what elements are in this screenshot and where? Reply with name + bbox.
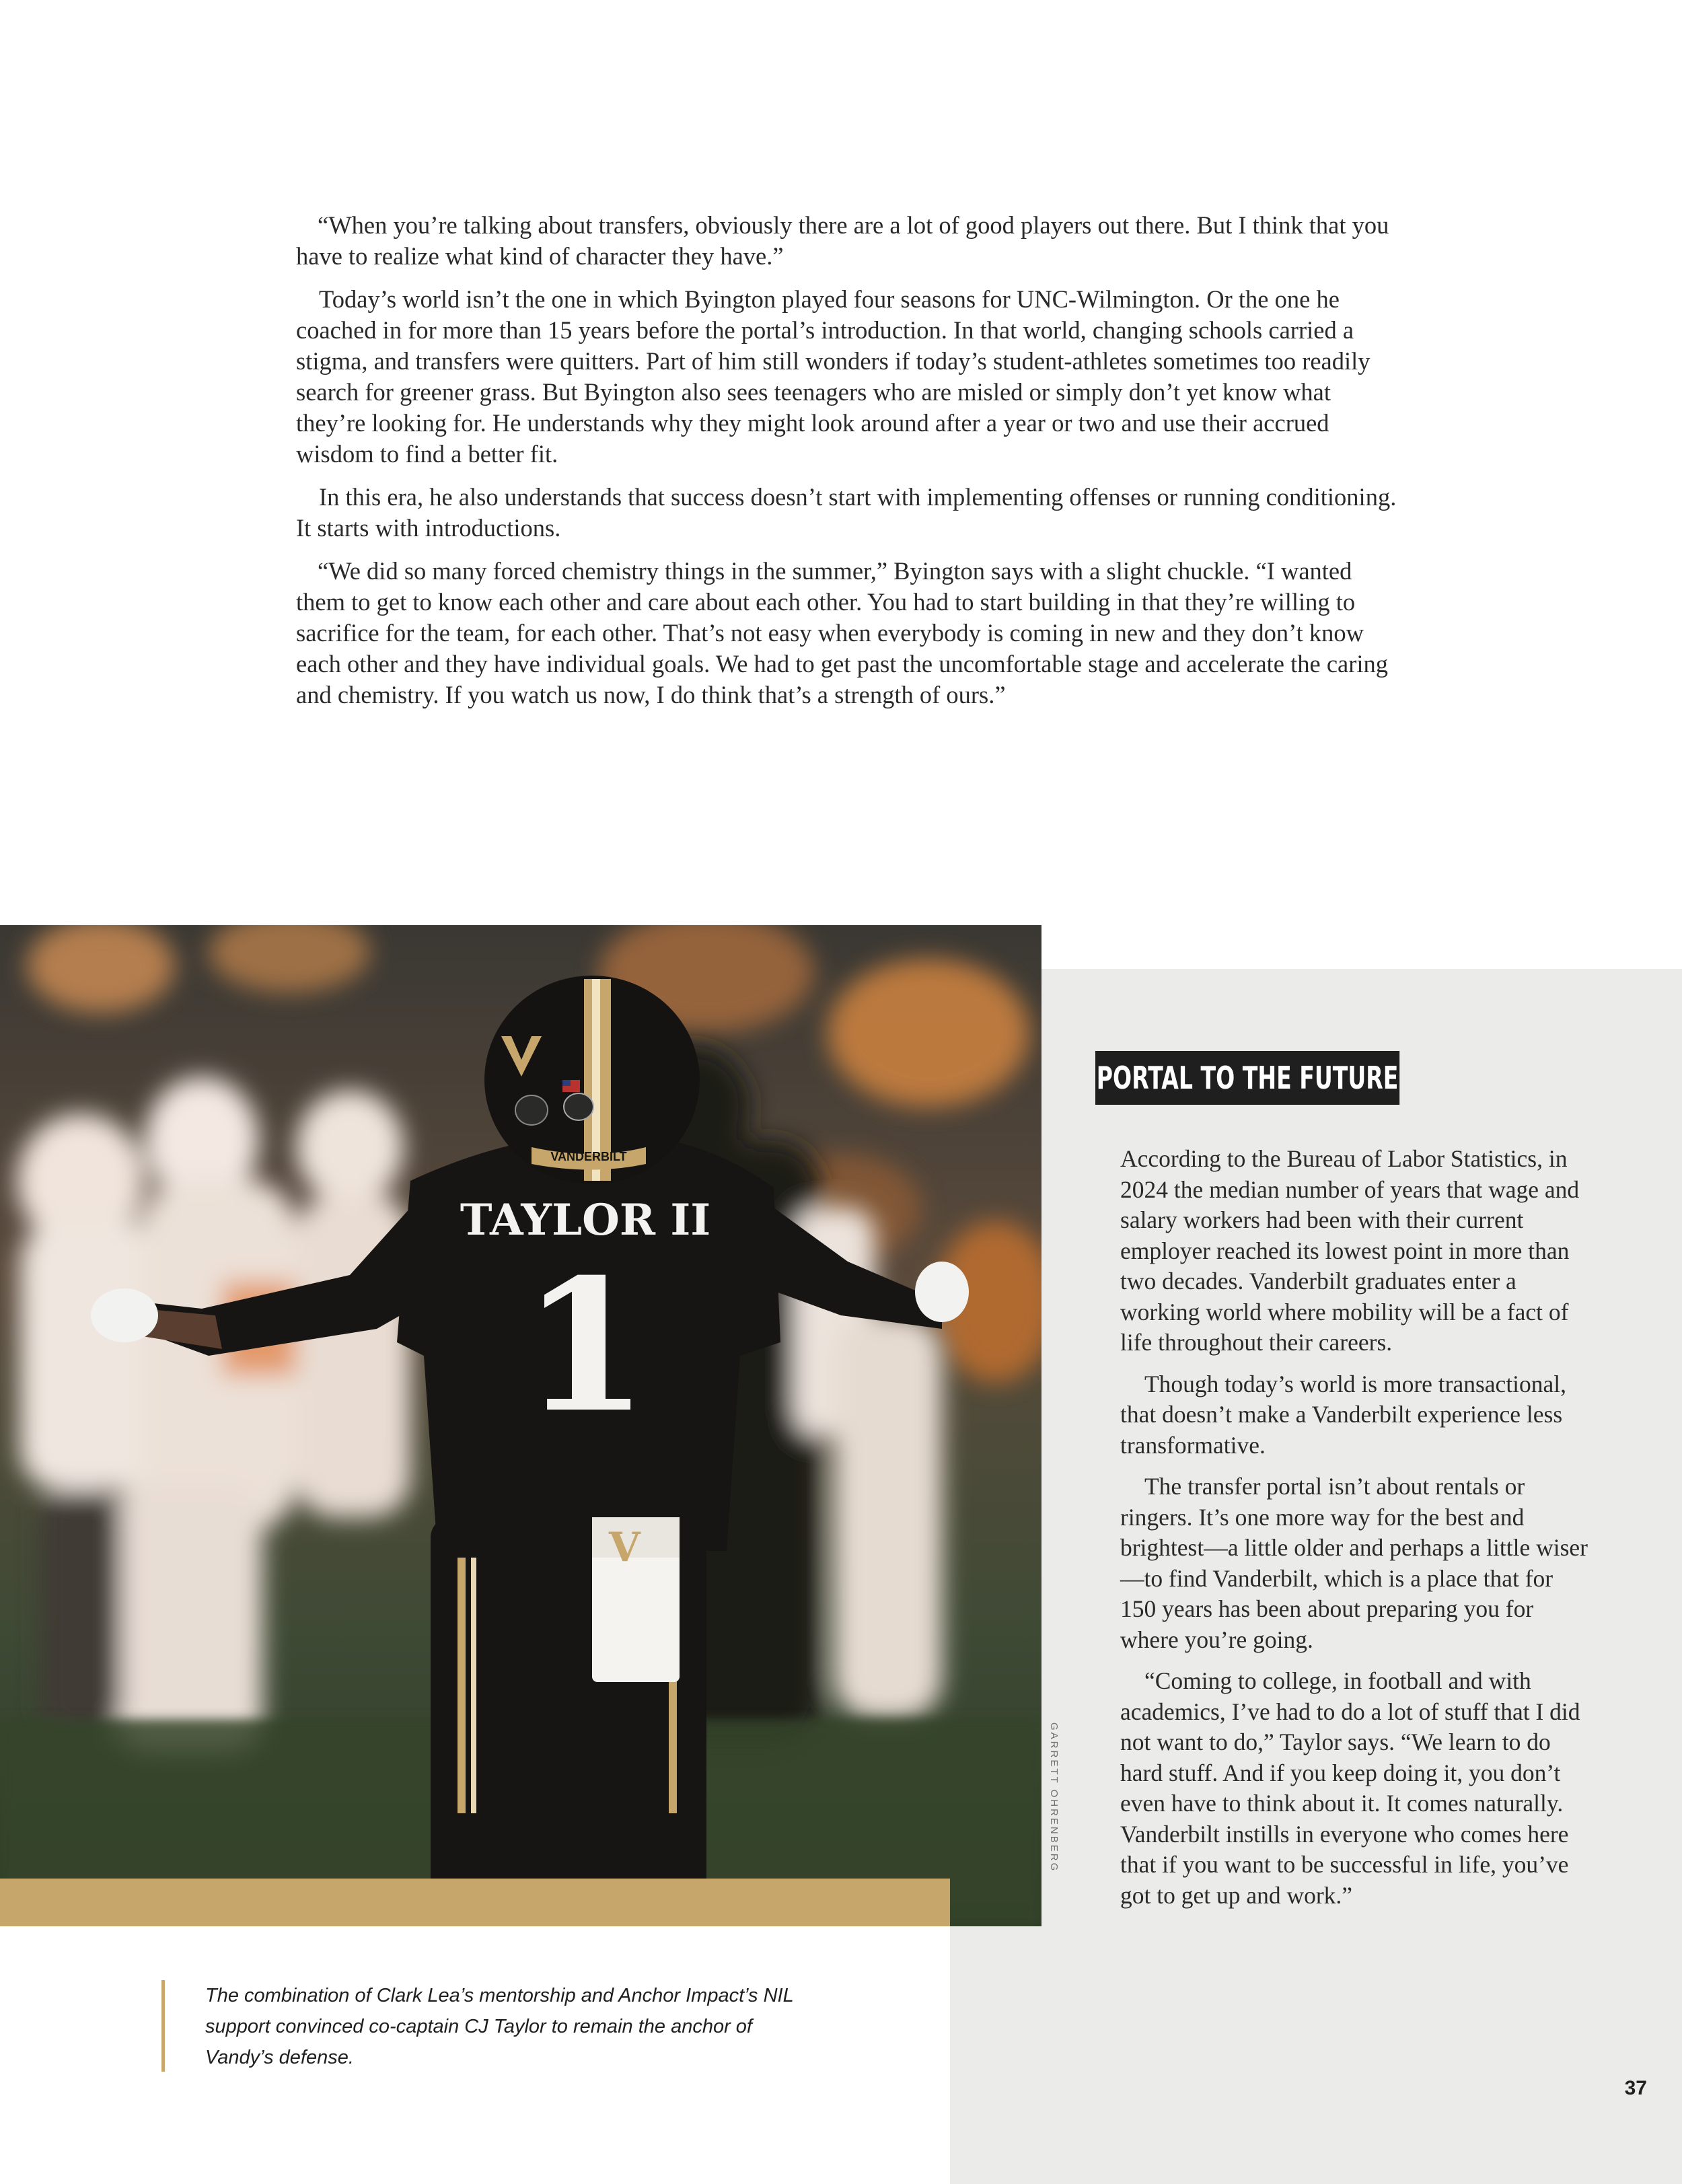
jersey-number: 1	[522, 1239, 649, 1453]
sidebar-paragraph: “Coming to college, in football and with academics, I’ve had to do a lot of stuff that I did not want to do,” Taylor says. “We learn to do hard stuff. And if you keep doing it, you don’t even have to think about it. It comes naturally. Vanderbilt instills in everyone who comes here that if you want to be successful in life, you’ve got to get up and work.”	[1120, 1667, 1580, 1909]
sidebar-heading: PORTAL TO THE FUTURE	[1095, 1051, 1399, 1105]
article-paragraph: “When you’re talking about transfers, obviously there are a lot of good players out there. But I think that you have to realize what kind of character they have.”	[296, 211, 1389, 270]
article-paragraph: “We did so many forced chemistry things in the summer,” Byington says with a slight chuckle. “I wanted them to get to know each other and care about each other. You had to start building in that they’re willing to sacrifice for the team, for each other. That’s not easy when everybody is coming in new and they don’t know each other and they have individual goals. We had to get past the uncomfortable stage and accelerate the caring and chemistry. If you watch us now, I do think that’s a strength of ours.”	[296, 557, 1389, 708]
gold-accent-bar	[0, 1879, 950, 1926]
page-number: 37	[1624, 2077, 1647, 2099]
helmet-band-text: VANDERBILT	[550, 1150, 627, 1163]
article-body	[296, 210, 1399, 723]
article-paragraph: Today’s world isn’t the one in which Byington played four seasons for UNC-Wilmington. Or the one he coached in for more than 15 years before the portal’s introduction. In that world, changing schools carried a stigma, and transfers were quitters. Part of him still wonders if today’s student-athletes sometimes too readily search for greener grass. But Byington also sees teenagers who are misled or simply don’t yet know what they’re looking for. He understands why they might look around after a year or two and use their accrued wisdom to find a better fit.	[296, 285, 1370, 468]
sidebar-paragraph: Though today’s world is more transactional, that doesn’t make a Vanderbilt experience less transformative.	[1120, 1370, 1567, 1459]
football-photo	[0, 925, 1041, 1926]
towel-v-logo: V	[609, 1524, 641, 1571]
sidebar-paragraph: The transfer portal isn’t about rentals or ringers. It’s one more way for the best and brightest—a little older and perhaps a little wiser—to find Vanderbilt, which is a place that for 150 years has been about preparing you for where you’re going.	[1120, 1473, 1588, 1653]
photo-credit: GARRETT OHRENBERG	[1048, 1722, 1060, 1873]
jersey-name: TAYLOR II	[460, 1195, 711, 1245]
sidebar-body	[1120, 1144, 1591, 1922]
sidebar-paragraph: According to the Bureau of Labor Statistics, in 2024 the median number of years that wage and salary workers had been with their current employer reached its lowest point in more than two decades. Vanderbilt graduates enter a working world where mobility will be a fact of life throughout their careers.	[1120, 1145, 1580, 1356]
photo-caption: The combination of Clark Lea’s mentorship and Anchor Impact’s NIL support convinced co-captain CJ Taylor to remain the anchor of Vandy’s defense.	[161, 1980, 797, 2072]
article-paragraph: In this era, he also understands that success doesn’t start with implementing offenses or running conditioning. It starts with introductions.	[296, 483, 1397, 542]
